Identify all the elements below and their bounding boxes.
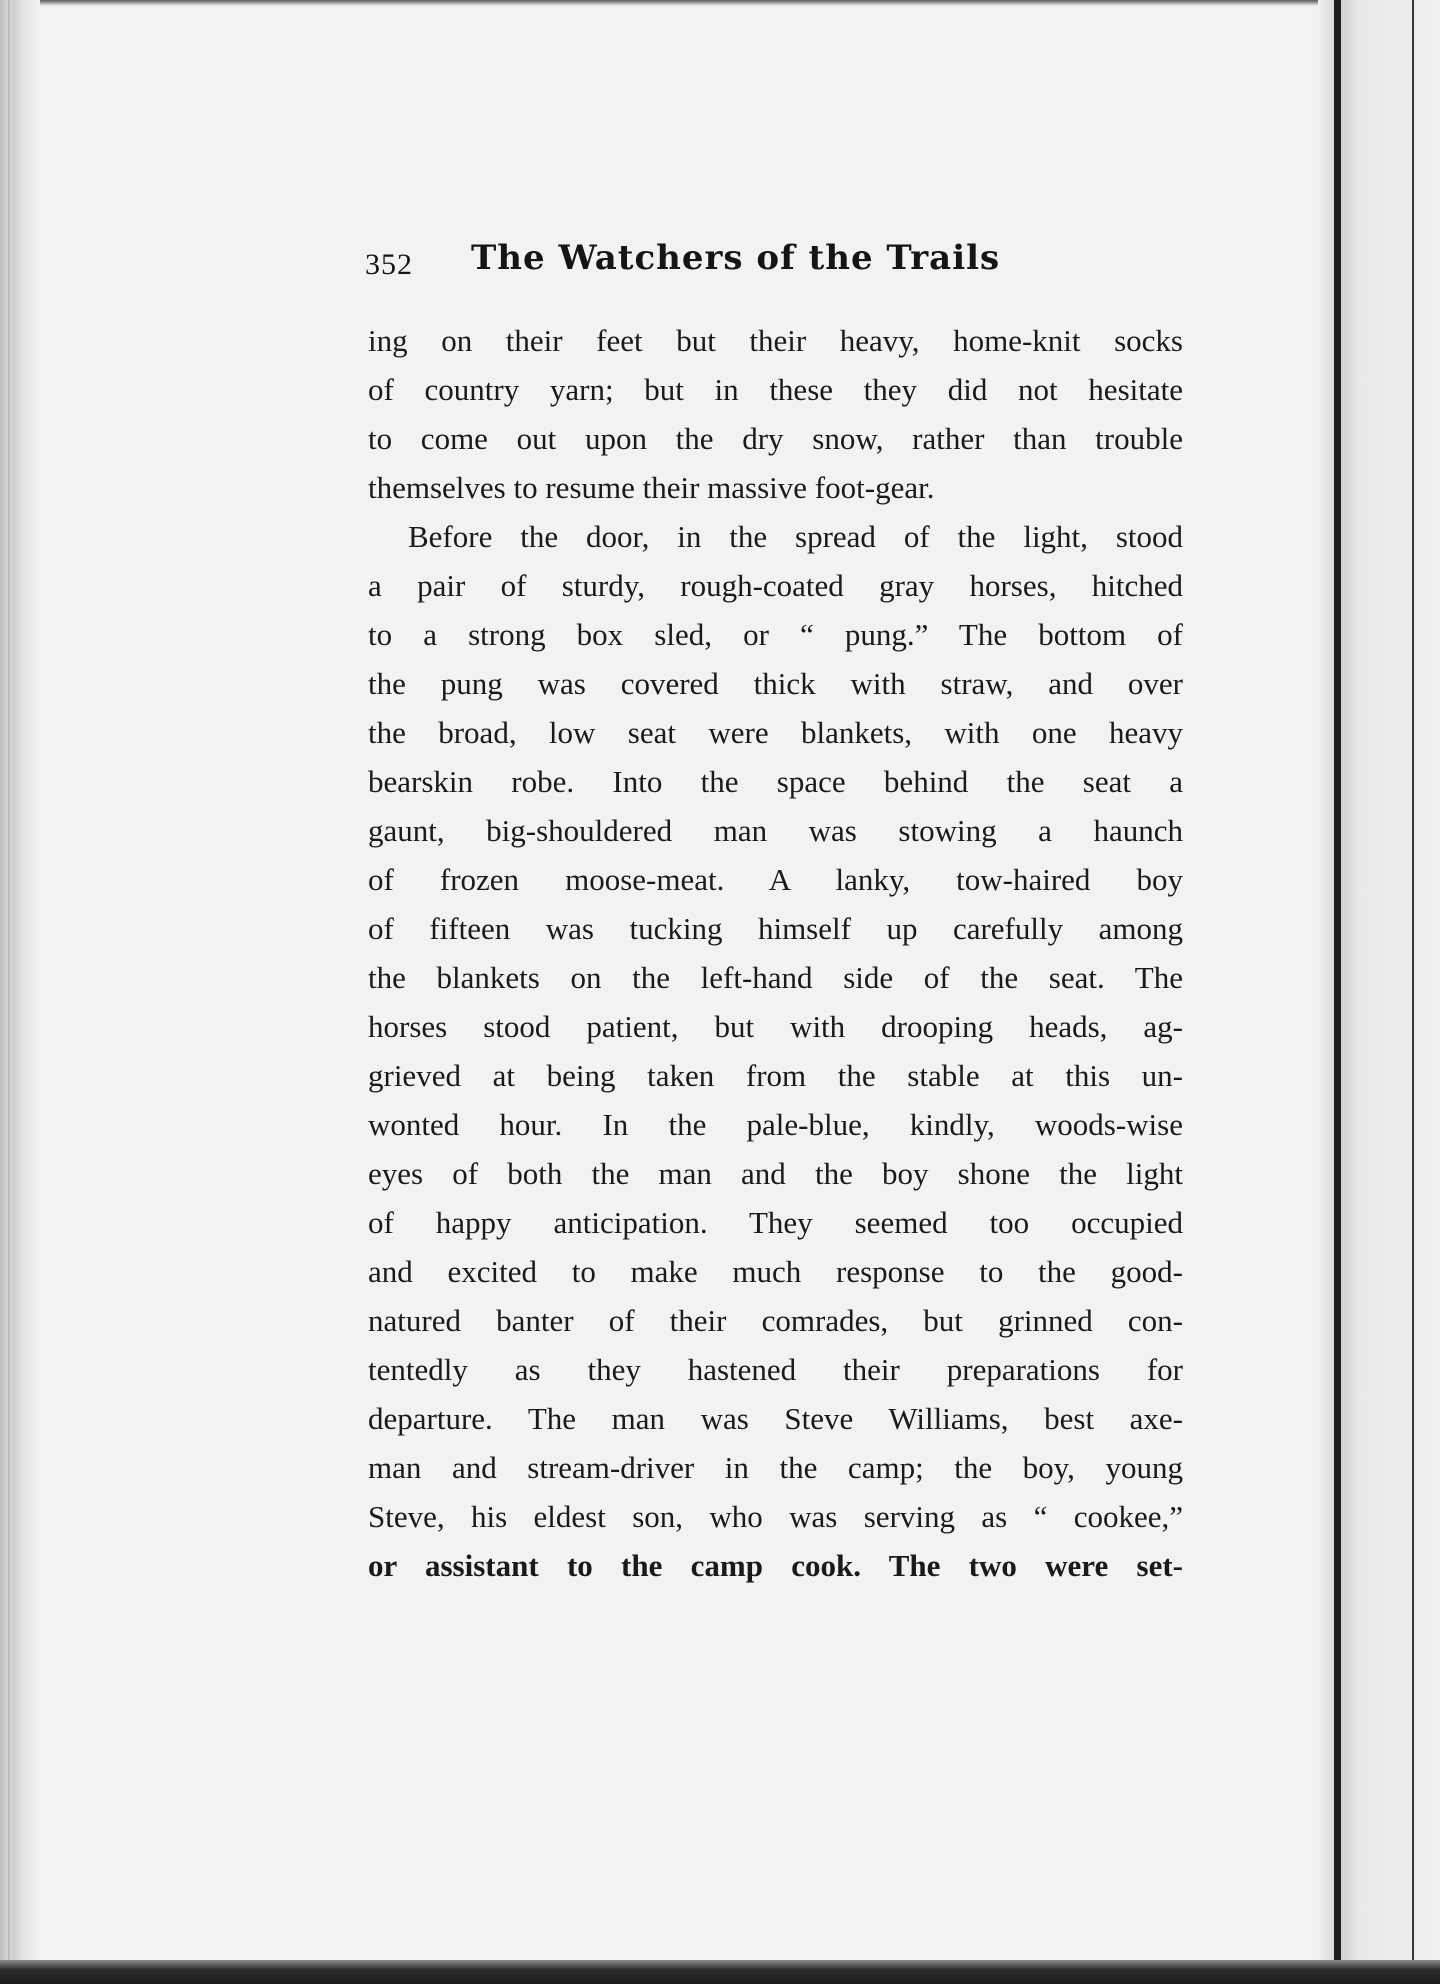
- body-text: [368, 316, 1183, 1590]
- text-line: the blankets on the left-hand side of the seat. The: [368, 960, 1183, 995]
- text-line: grieved at being taken from the stable at this un-: [368, 1058, 1183, 1093]
- text-line: man and stream-driver in the camp; the boy, young: [368, 1450, 1183, 1485]
- text-line: bearskin robe. Into the space behind the seat a: [368, 764, 1183, 799]
- text-line: tentedly as they hastened their preparations for: [368, 1352, 1183, 1387]
- right-edge-shadow: [1318, 0, 1334, 1984]
- text-line: Steve, his eldest son, who was serving as “ cookee,”: [368, 1499, 1183, 1534]
- text-line: the pung was covered thick with straw, and over: [368, 666, 1183, 701]
- right-edge-line: [1412, 0, 1414, 1984]
- text-line: and excited to make much response to the good-: [368, 1254, 1183, 1289]
- page-number: 352: [365, 248, 413, 281]
- text-line: themselves to resume their massive foot-gear.: [368, 470, 935, 505]
- text-line: eyes of both the man and the boy shone the light: [368, 1156, 1183, 1191]
- running-title: The Watchers of the Trails: [471, 238, 1001, 278]
- left-gutter: [0, 0, 40, 1984]
- text-line: of country yarn; but in these they did not hesitate: [368, 372, 1183, 407]
- running-head: [365, 238, 1065, 288]
- right-next-page: [1341, 0, 1440, 1984]
- text-line: Before the door, in the spread of the light, stood: [408, 519, 1183, 554]
- text-line: to a strong box sled, or “ pung.” The bottom of: [368, 617, 1183, 652]
- text-line: ing on their feet but their heavy, home-knit socks: [368, 323, 1183, 358]
- text-line: a pair of sturdy, rough-coated gray horses, hitched: [368, 568, 1183, 603]
- text-line: the broad, low seat were blankets, with one heavy: [368, 715, 1183, 750]
- right-edge-binding: [1334, 0, 1341, 1984]
- text-line: wonted hour. In the pale-blue, kindly, woods-wise: [368, 1107, 1183, 1142]
- text-line: or assistant to the camp cook. The two were set-: [368, 1548, 1183, 1583]
- text-line: of happy anticipation. They seemed too occupied: [368, 1205, 1183, 1240]
- text-line: natured banter of their comrades, but grinned con-: [368, 1303, 1183, 1338]
- bottom-edge: [0, 1960, 1440, 1984]
- text-line: of frozen moose-meat. A lanky, tow-haired boy: [368, 862, 1183, 897]
- text-line: to come out upon the dry snow, rather than trouble: [368, 421, 1183, 456]
- top-edge: [0, 0, 1440, 6]
- text-line: of fifteen was tucking himself up carefully among: [368, 911, 1183, 946]
- text-line: horses stood patient, but with drooping heads, ag-: [368, 1009, 1183, 1044]
- left-gutter-line: [8, 0, 10, 1984]
- text-line: gaunt, big-shouldered man was stowing a haunch: [368, 813, 1183, 848]
- text-line: departure. The man was Steve Williams, best axe-: [368, 1401, 1183, 1436]
